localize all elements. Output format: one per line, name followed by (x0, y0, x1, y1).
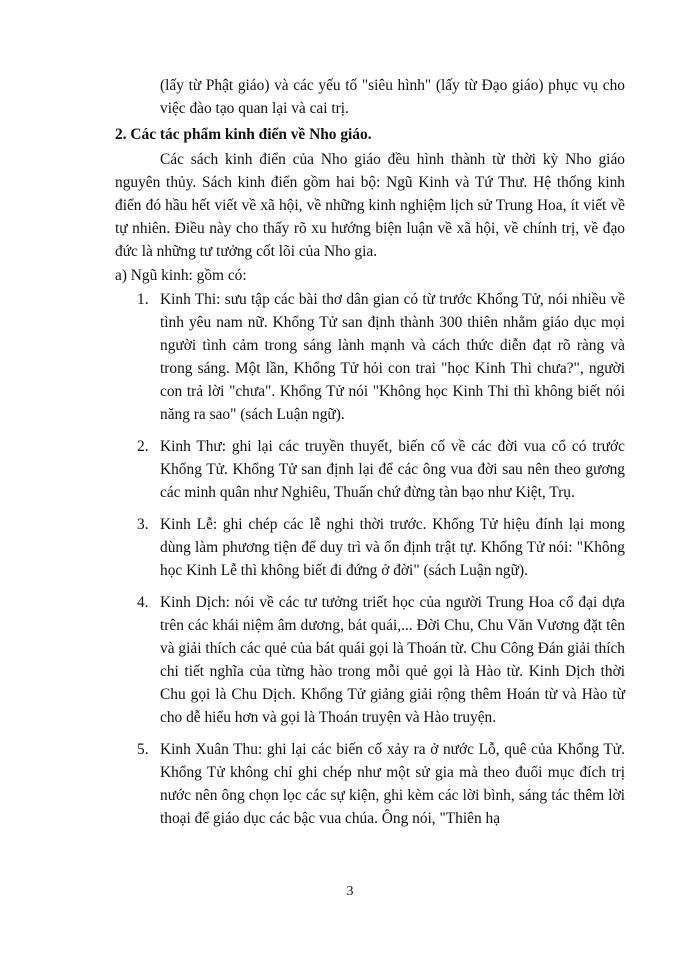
list-item-number: 5. (137, 741, 149, 758)
list-item (115, 738, 625, 830)
list-item (115, 513, 625, 582)
list-item-text: Kinh Lễ: ghi chép các lễ nghi thời trước. Khổng Tử hiệu đính lại mong dùng làm phương tiện để duy trì và ổn định trật tự. Khổng Tử nói: "Không học Kinh Lễ thì không biết đi đứng ở đời" (sách Luận ngữ). (160, 516, 625, 579)
page-content (115, 74, 625, 839)
continuation-paragraph: (lấy từ Phật giáo) và các yếu tố "siêu hình" (lấy từ Đạo giáo) phục vụ cho việc đào tạo quan lại và cai trị. (160, 77, 625, 117)
list-item-number: 3. (137, 516, 149, 533)
list-item-number: 1. (137, 291, 149, 308)
section-heading: 2. Các tác phẩm kinh điển về Nho giáo. (115, 126, 372, 143)
list-item-number: 4. (137, 594, 149, 611)
list-item-text: Kinh Xuân Thu: ghi lại các biến cố xảy ra ở nước Lỗ, quê của Khổng Tử. Khổng Tử không chỉ ghi chép như một sử gia mà theo đuổi mục đích trị nước nên ông chọn lọc các sự kiện, ghi kèm các lời bình, sáng tác thêm lời thoại để giáo dục các bậc vua chúa. Ông nói, "Thiên hạ (160, 741, 625, 827)
list-item (115, 288, 625, 426)
intro-paragraph: Các sách kinh điển của Nho giáo đều hình thành từ thời kỳ Nho giáo nguyên thủy. Sách kinh điển gồm hai bộ: Ngũ Kinh và Tứ Thư. Hệ thống kinh điển đó hầu hết viết về xã hội, về những kinh nghiệm lịch sử Trung Hoa, ít viết về tự nhiên. Điều này cho thấy rõ xu hướng biện luận về xã hội, về chính trị, về đạo đức là những tư tưởng cốt lõi của Nho gia. (115, 151, 625, 260)
list-item (115, 591, 625, 729)
page-number: 3 (346, 884, 354, 899)
ngu-kinh-list (115, 288, 625, 830)
list-item (115, 435, 625, 504)
list-item-text: Kinh Thư: ghi lại các truyền thuyết, biến cố về các đời vua cổ có trước Khổng Tử. Khổng Tử san định lại để các ông vua đời sau nên theo gương các minh quân như Nghiêu, Thuấn chứ đừng tàn bạo như Kiệt, Trụ. (160, 438, 625, 501)
list-item-text: Kinh Dịch: nói về các tư tưởng triết học của người Trung Hoa cổ đại dựa trên các khái niệm âm dương, bát quái,... Đời Chu, Chu Văn Vương đặt tên và giải thích các quẻ của bát quái gọi là Thoán từ. Chu Công Đán giải thích chi tiết nghĩa của từng hào trong mỗi quẻ gọi là Hào từ. Kinh Dịch thời Chu gọi là Chu Dịch. Khổng Tử giảng giải rộng thêm Hoán từ và Hào từ cho dễ hiểu hơn và gọi là Thoán truyện và Hào truyện. (160, 594, 625, 726)
subheading-ngu-kinh: a) Ngũ kinh: gồm có: (115, 267, 247, 284)
list-item-text: Kinh Thi: sưu tập các bài thơ dân gian có từ trước Khổng Tử, nói nhiều về tình yêu nam nữ. Khổng Tử san định thành 300 thiên nhằm giáo dục mọi người tình cảm trong sáng lành mạnh và cách thức diễn đạt rõ ràng và trong sáng. Một lần, Khổng Tử hỏi con trai "học Kinh Thi chưa?", người con trả lời "chưa". Khổng Tử nói "Không học Kinh Thi thì không biết nói năng ra sao" (sách Luận ngữ). (160, 291, 625, 423)
list-item-number: 2. (137, 438, 149, 455)
